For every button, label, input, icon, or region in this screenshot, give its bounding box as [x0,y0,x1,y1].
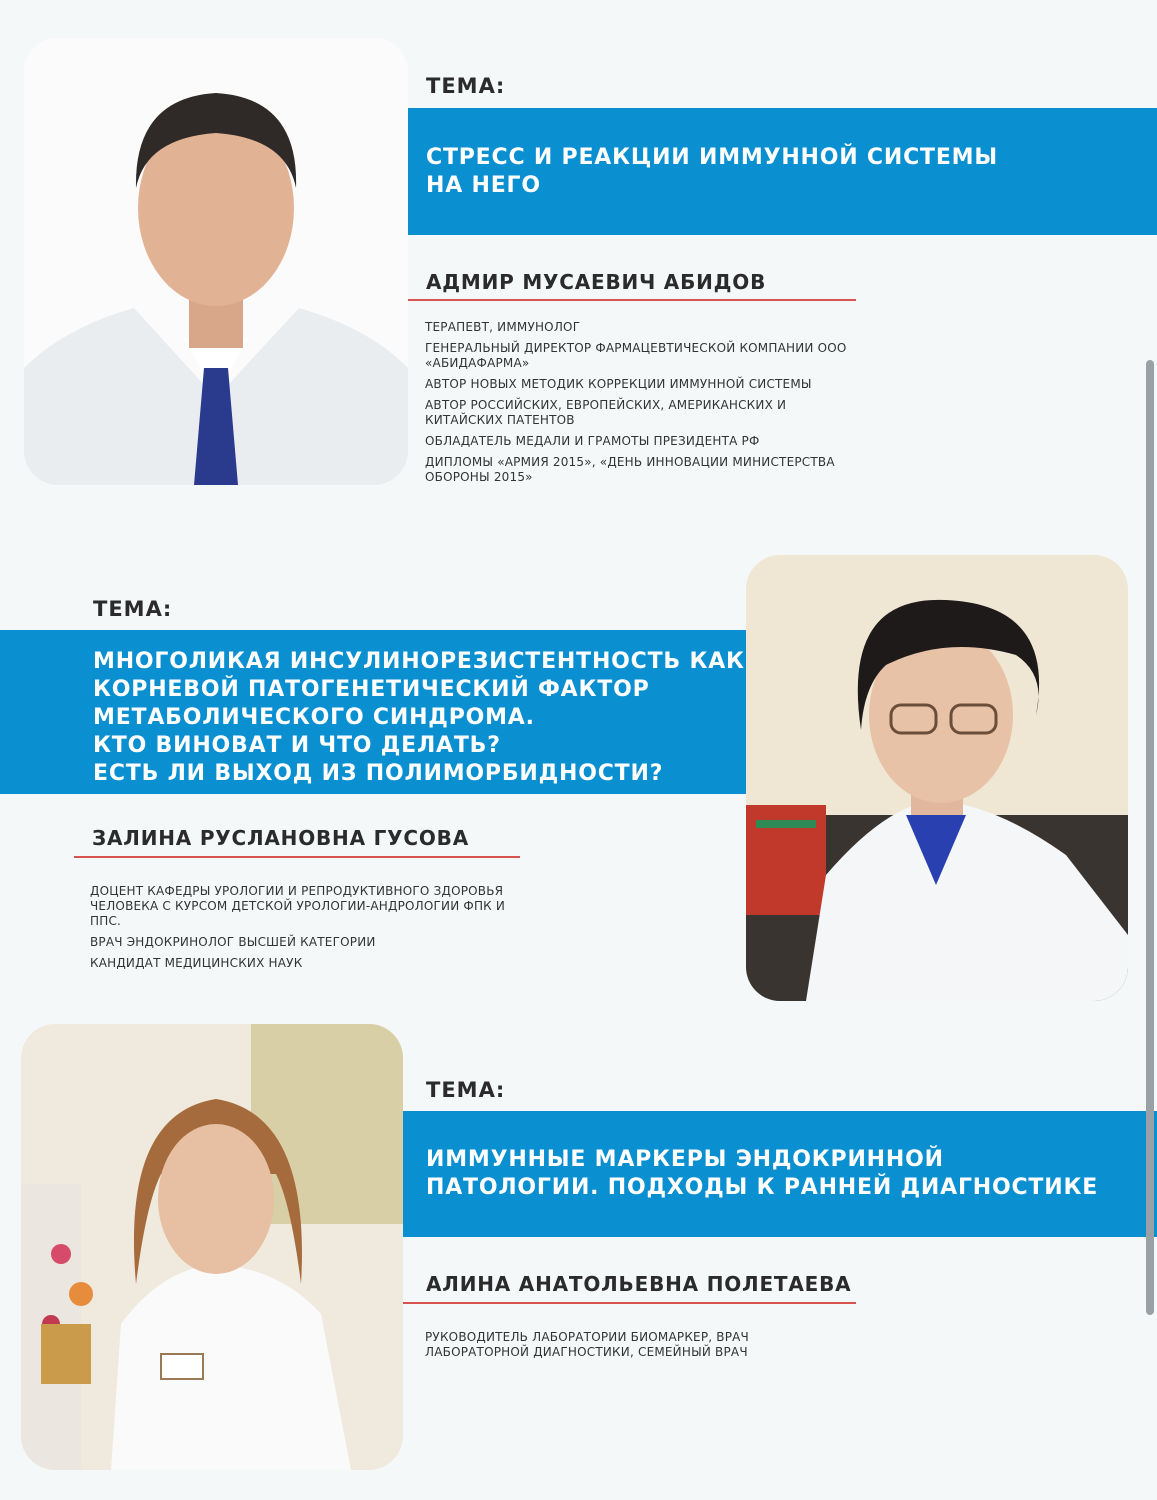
speaker-3-name: АЛИНА АНАТОЛЬЕВНА ПОЛЕТАЕВА [426,1272,852,1296]
speaker-2-topic-line-2: КОРНЕВОЙ ПАТОГЕНЕТИЧЕСКИЙ ФАКТОР [93,677,650,702]
speaker-1-bio-item: ДИПЛОМЫ «АРМИЯ 2015», «ДЕНЬ ИННОВАЦИИ МИНИСТЕРСТВА ОБОРОНЫ 2015» [425,455,835,484]
speaker-2-bio [90,884,525,977]
vertical-scrollbar[interactable] [1146,360,1154,1315]
speaker-1-topic-line-1: СТРЕСС И РЕАКЦИИ ИММУННОЙ СИСТЕМЫ [426,145,998,170]
speaker-1-bio-item: АВТОР РОССИЙСКИХ, ЕВРОПЕЙСКИХ, АМЕРИКАНСКИХ И КИТАЙСКИХ ПАТЕНТОВ [425,398,787,427]
speaker-2-photo [746,555,1128,1001]
speaker-1-photo [24,38,408,485]
speaker-2-bio-item: ВРАЧ ЭНДОКРИНОЛОГ ВЫСШЕЙ КАТЕГОРИИ [90,935,376,949]
speaker-3-topic-band [403,1111,1157,1237]
speaker-1-name-underline [408,299,856,301]
speaker-2-topic-line-3: МЕТАБОЛИЧЕСКОГО СИНДРОМА. [93,705,535,730]
speaker-2-bio-item: КАНДИДАТ МЕДИЦИНСКИХ НАУК [90,956,303,970]
speaker-2-name-underline [74,856,520,858]
speaker-3-bio-item: РУКОВОДИТЕЛЬ ЛАБОРАТОРИИ БИОМАРКЕР, ВРАЧ ЛАБОРАТОРНОЙ ДИАГНОСТИКИ, СЕМЕЙНЫЙ ВРАЧ [425,1330,749,1359]
speaker-3-topic-line-1: ИММУННЫЕ МАРКЕРЫ ЭНДОКРИННОЙ [426,1147,944,1172]
speaker-3-photo [21,1024,403,1470]
speaker-2-bio-item: ДОЦЕНТ КАФЕДРЫ УРОЛОГИИ И РЕПРОДУКТИВНОГО ЗДОРОВЬЯ ЧЕЛОВЕКА С КУРСОМ ДЕТСКОЙ УРОЛОГИИ-АНДРОЛОГИИ ФПК И ППС. [90,884,506,928]
speaker-2-name: ЗАЛИНА РУСЛАНОВНА ГУСОВА [92,826,469,850]
speaker-1-tema-label: ТЕМА: [426,74,506,98]
speaker-2-topic-line-4: КТО ВИНОВАТ И ЧТО ДЕЛАТЬ? [93,733,501,758]
speaker-3-tema-label: ТЕМА: [426,1078,506,1102]
speaker-1-bio-item: ГЕНЕРАЛЬНЫЙ ДИРЕКТОР ФАРМАЦЕВТИЧЕСКОЙ КОМПАНИИ ООО «АБИДАФАРМА» [425,341,847,370]
speaker-3-topic-line-2: ПАТОЛОГИИ. ПОДХОДЫ К РАННЕЙ ДИАГНОСТИКЕ [426,1175,1099,1200]
speaker-2-topic-band [0,630,750,794]
speaker-2-tema-label: ТЕМА: [93,597,173,621]
speaker-1-topic-band [408,108,1157,235]
speaker-2-topic-line-5: ЕСТЬ ЛИ ВЫХОД ИЗ ПОЛИМОРБИДНОСТИ? [93,761,664,786]
speaker-3-name-underline [403,1302,856,1304]
speaker-1-topic-line-2: НА НЕГО [426,173,541,198]
speaker-1-bio-item: ТЕРАПЕВТ, ИММУНОЛОГ [425,320,581,334]
speaker-1-name: АДМИР МУСАЕВИЧ АБИДОВ [426,270,767,294]
speaker-2-topic-line-1: МНОГОЛИКАЯ ИНСУЛИНОРЕЗИСТЕНТНОСТЬ КАК [93,649,745,674]
speaker-3-bio [425,1330,805,1366]
speaker-1-bio-item: АВТОР НОВЫХ МЕТОДИК КОРРЕКЦИИ ИММУННОЙ СИСТЕМЫ [425,377,812,391]
speaker-1-bio [425,320,855,491]
speaker-1-bio-item: ОБЛАДАТЕЛЬ МЕДАЛИ И ГРАМОТЫ ПРЕЗИДЕНТА РФ [425,434,760,448]
